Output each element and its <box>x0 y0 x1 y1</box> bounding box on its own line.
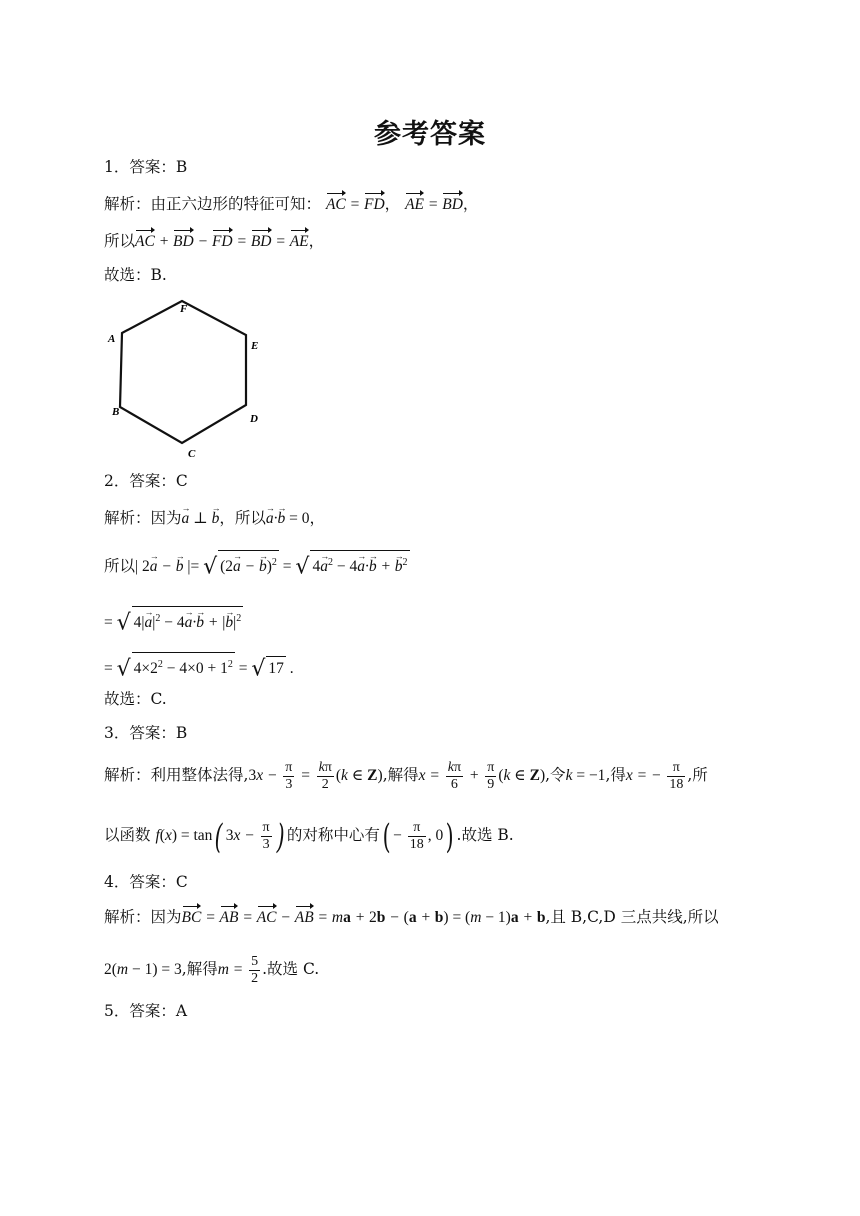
hexagon-label-e: E <box>251 340 259 352</box>
q3-solve-text: ,解得 <box>382 766 419 785</box>
q2-formula-1: → a ⊥ → b <box>182 510 220 527</box>
q2-answer: 2．答案：C <box>104 472 188 490</box>
q3-formula-2: x = $\frac{k\pi}{6}$ + $\frac{\pi}{9}$ (k ∈ Z) <box>418 760 546 792</box>
q4-line2 <box>104 954 319 987</box>
q4-formula-3: m = $\frac{5}{2}$ <box>217 954 259 986</box>
q1-formula-1: AC = FD <box>326 196 385 213</box>
q4-formula-1: BC = AB = AC − AB = ma + 2b − (a + b) = (m − 1)a + b <box>182 909 546 926</box>
hexagon-label-c: C <box>188 448 196 460</box>
hexagon-label-d: D <box>250 413 258 425</box>
page-title: 参考答案 <box>374 119 486 150</box>
q2-analysis: 解析：因为→ a ⊥ → b，所以→ a·→ b = 0， <box>104 508 325 529</box>
hexagon-shape <box>120 301 246 443</box>
q3-line2-mid: 的对称中心有 <box>286 826 380 845</box>
q4-formula-2: 2(m − 1) = 3 <box>104 961 182 979</box>
q2-line2-prefix: 所以 <box>104 557 136 576</box>
hexagon-figure <box>100 295 270 463</box>
q2-line4 <box>104 652 294 680</box>
q1-formula-3: AC + BD − FD = BD = AE <box>135 233 309 250</box>
hexagon-label-b: B <box>112 406 120 418</box>
q4-analysis-prefix: 解析：因为 <box>104 908 182 926</box>
q3-so-text: ,所 <box>687 766 708 785</box>
q2-formula-2: → a·→ b = 0 <box>266 510 310 527</box>
q4-solve-text: ,解得 <box>181 960 218 979</box>
q4-answer: 4．答案：C <box>104 873 188 891</box>
q3-line2 <box>104 816 514 857</box>
q5-answer: 5．答案：A <box>104 1002 188 1020</box>
hexagon-label-f: F <box>180 303 188 315</box>
q2-formula-3: | 2→ a − → b |= √ (2→ a − → b)$^2$ = √ $4\to a^2 - 4\to a\cdot\to b$ + → $b^2$ <box>135 558 410 575</box>
hexagon-label-a: A <box>108 333 116 345</box>
q1-formula-2: AE = BD <box>405 196 463 213</box>
q2-analysis-mid: ，所以 <box>219 509 266 527</box>
q3-formula-1: 3x − $\frac{\pi}{3}$ = $\frac{k\pi}{2}$ (k ∈ Z) <box>248 760 383 792</box>
q3-get-text: ,得 <box>605 766 626 785</box>
q3-formula-6: ( − $\frac{\pi}{18}$ , 0) <box>382 816 454 857</box>
q3-formula-4: x = − $\frac{\pi}{18}$ <box>625 760 684 792</box>
q3-analysis <box>104 760 708 793</box>
q1-analysis-prefix: 解析：由正六边形的特征可知： <box>104 195 322 213</box>
q1-conclusion: 故选：B. <box>104 266 167 284</box>
q3-analysis-prefix: 解析：利用整体法得, <box>104 766 249 785</box>
q2-formula-5: = √ $4\times 2^2 - 4\times 0 + 1^2$ = √ 17 . <box>104 660 294 677</box>
q2-line3 <box>104 606 243 634</box>
q3-line2-prefix: 以函数 <box>104 826 151 845</box>
q1-analysis: 解析：由正六边形的特征可知： AC = FD， AE = BD， <box>104 195 479 213</box>
q1-line2-prefix: 所以 <box>104 232 136 250</box>
q4-conclusion: .故选 C. <box>262 960 320 979</box>
q4-collinear-text: ,且 B,C,D 三点共线,所以 <box>545 908 719 926</box>
q4-analysis <box>104 906 719 928</box>
q2-line2 <box>104 550 410 578</box>
q3-answer: 3．答案：B <box>104 724 188 742</box>
q3-formula-5: f(x) = tan( 3x − $\frac{\pi}{3}$ ) <box>155 816 285 857</box>
q2-conclusion: 故选：C. <box>104 690 167 708</box>
q2-analysis-prefix: 解析：因为 <box>104 509 182 527</box>
q2-formula-4: = √ $4|\to a|^2 - 4\to a\cdot\to b$ + |→ $b|^2$ <box>104 614 243 631</box>
q1-answer: 1．答案：B <box>104 158 188 176</box>
q3-conclusion: .故选 B. <box>456 826 514 845</box>
q1-analysis-line2: 所以AC + BD − FD = BD = AE， <box>104 232 325 250</box>
q3-let-text: ,令 <box>545 766 566 785</box>
q3-formula-3: k = −1 <box>565 767 606 785</box>
